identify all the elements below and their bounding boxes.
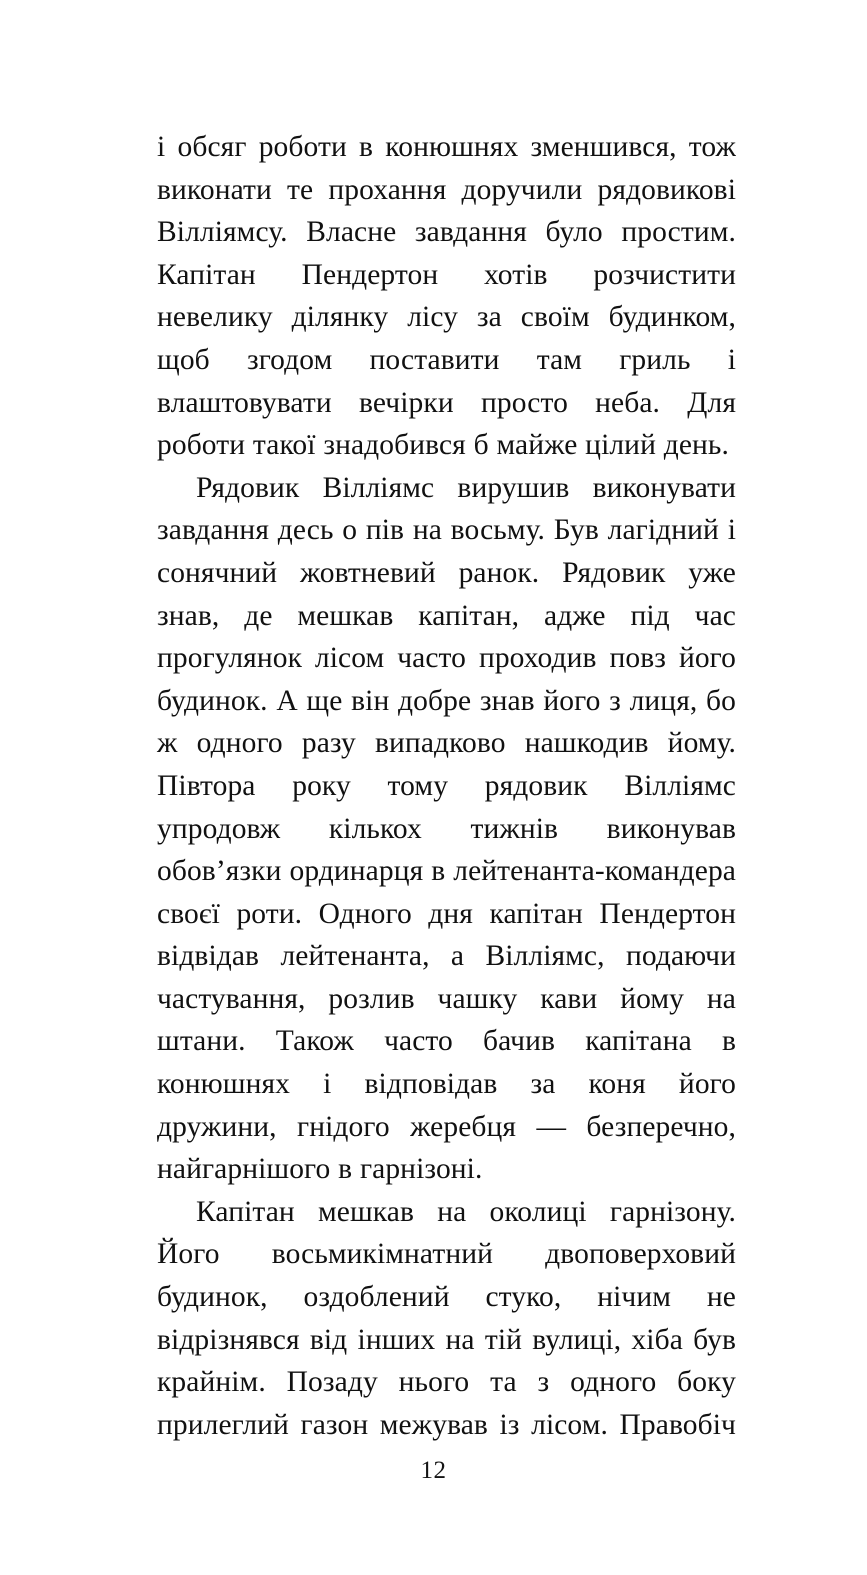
page-number: 12 [420,1457,447,1484]
paragraph-williams-errand: Рядовик Вілліямс вирушив виконувати завдання десь о пів на восьму. Був лагідний і сонячний жовтневий ранок. Рядовик уже знав, де мешкав капітан, адже під час прогулянок лісом часто проходив повз його будинок. А ще він добре знав його з лиця, бо ж одного разу випадково нашкодив йому. Півтора року тому рядовик Вілліямс упродовж кількох тижнів виконував обов’язки ординарця в лейтенанта-командера своєї роти. Одного дня капітан Пендертон відвідав лейтенанта, а Вілліямс, подаючи частування, розлив чашку кави йому на штани. Також часто бачив капітана в конюшнях і відповідав за коня його дружини, гнідого жеребця — безперечно, найгарнішого в гарнізоні. [157,471,736,1186]
page-text-block [157,126,736,1446]
paragraph-captain-house: Капітан мешкав на околиці гарнізону. Його восьмикімнатний двоповерховий будинок, оздоблений стуко, нічим не відрізнявся від інших на тій вулиці, хіба був крайнім. Позаду нього та з одного боку прилеглий газон межував із лісом. Правобіч [157,1195,736,1441]
paragraph-continued: і обсяг роботи в конюшнях зменшився, тож виконати те прохання доручили рядовикові Вілліямсу. Власне завдання було простим. Капітан Пендертон хотів розчистити невелику ділянку лісу за своїм будинком, щоб згодом поставити там гриль і влаштовувати вечірки просто неба. Для роботи такої знадобився б майже цілий день. [157,131,736,462]
